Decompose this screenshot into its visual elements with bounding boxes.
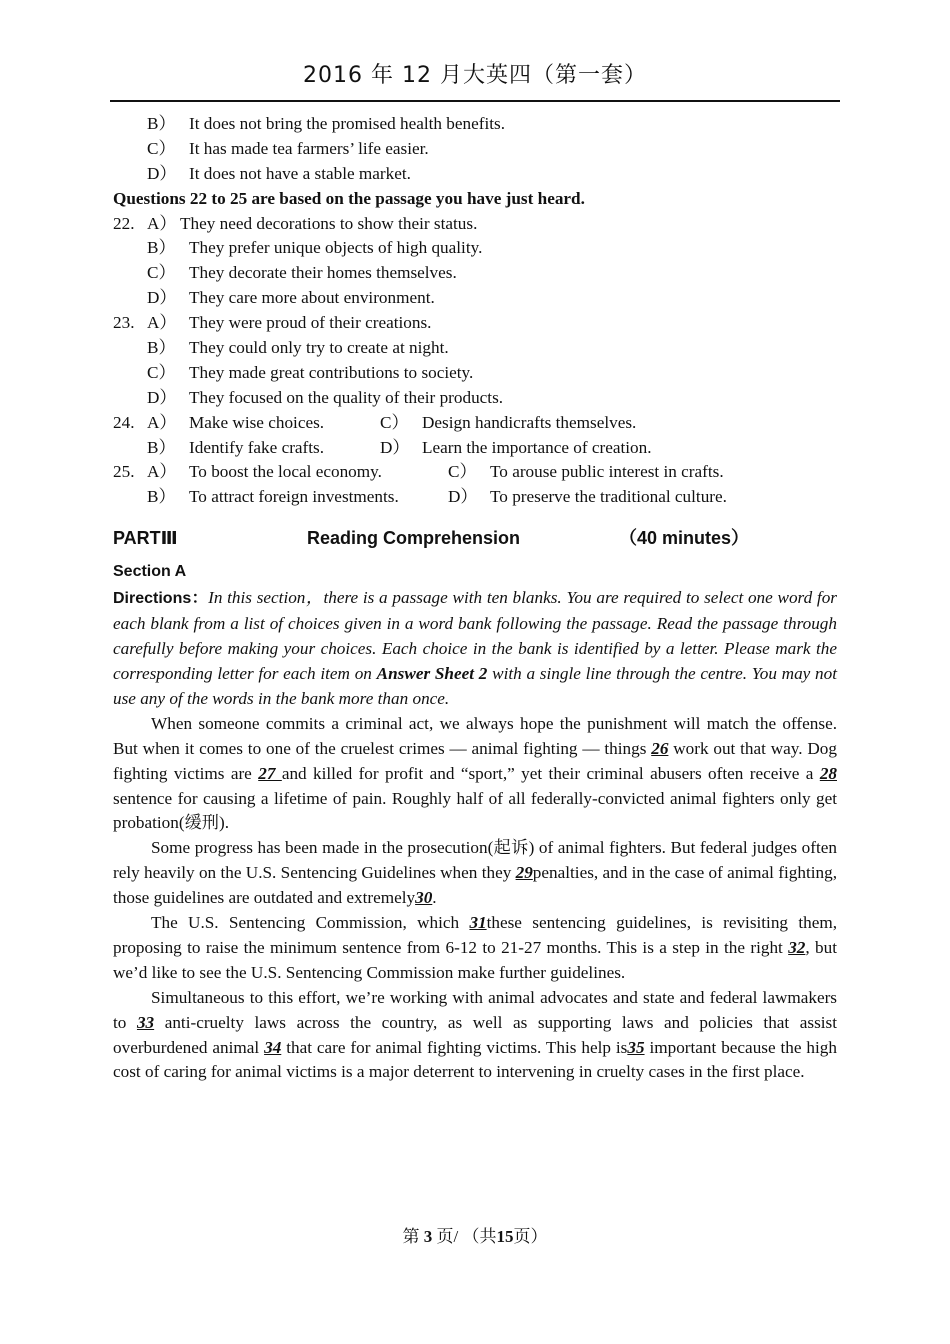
option-letter: A） bbox=[147, 313, 177, 333]
option-text: They focused on the quality of their products. bbox=[189, 387, 504, 407]
part-label: PARTⅢ bbox=[113, 528, 178, 549]
paragraph-3 bbox=[113, 911, 837, 986]
paragraph-text: anti-cruelty laws across the country, as well as supporting laws and policies that assist overburdened animal bbox=[113, 1012, 838, 1057]
part-title: Reading Comprehension bbox=[307, 528, 521, 549]
page-title: 2016 年 12 月大英四（第一套） bbox=[303, 63, 647, 88]
paragraph-text: The U.S. Sentencing Commission, which bbox=[151, 913, 470, 933]
option-letter: A） bbox=[147, 213, 177, 233]
blank-26: 26 bbox=[651, 738, 669, 758]
q24-row-2 bbox=[113, 436, 837, 461]
option-text: It does not bring the promised health benefits. bbox=[189, 114, 505, 133]
paragraph-text: sentence for causing a lifetime of pain. Roughly half of all federally-convicted animal fighters only get probation(缓刑). bbox=[113, 788, 837, 833]
q22-option-a bbox=[113, 212, 837, 237]
paragraph-text: . bbox=[432, 888, 437, 908]
blank-34: 34 bbox=[264, 1037, 282, 1057]
q21-option-c bbox=[113, 137, 837, 162]
paragraph-1 bbox=[113, 712, 837, 837]
option-letter: D） bbox=[380, 437, 410, 457]
option-text: They were proud of their creations. bbox=[189, 313, 432, 333]
question-number: 24. bbox=[113, 412, 135, 432]
paragraph-text: work out that way. Dog fighting victims are bbox=[113, 738, 837, 783]
blank-35: 35 bbox=[627, 1037, 645, 1057]
option-text: Identify fake crafts. bbox=[189, 437, 325, 457]
option-text: They decorate their homes themselves. bbox=[189, 263, 457, 283]
q23-option-b bbox=[113, 336, 837, 361]
page-footer bbox=[0, 1222, 950, 1247]
option-text: To boost the local economy. bbox=[189, 462, 382, 482]
blank-30: 30 bbox=[415, 888, 433, 908]
option-letter: C） bbox=[380, 412, 409, 432]
option-letter: C） bbox=[147, 362, 176, 382]
option-letter: B） bbox=[147, 437, 176, 457]
option-letter: B） bbox=[147, 114, 176, 133]
option-letter: D） bbox=[147, 288, 177, 308]
option-text: To arouse public interest in crafts. bbox=[490, 462, 724, 482]
option-text: They prefer unique objects of high quality. bbox=[189, 238, 483, 258]
option-letter: A） bbox=[147, 412, 177, 432]
q23-option-d bbox=[113, 386, 837, 411]
question-number: 23. bbox=[113, 313, 135, 333]
option-text: Learn the importance of creation. bbox=[422, 437, 652, 457]
footer-text: 第 bbox=[402, 1227, 424, 1246]
option-text: It does not have a stable market. bbox=[189, 163, 411, 183]
paragraph-text: these sentencing guidelines, is revisiting them, proposing to raise the minimum sentence from 6-12 to 21-27 months. This is a step in the right bbox=[113, 913, 837, 957]
q22-option-b bbox=[113, 236, 837, 261]
blank-27: 27 bbox=[258, 763, 282, 783]
option-letter: D） bbox=[147, 163, 177, 183]
option-letter: C） bbox=[147, 263, 176, 283]
answer-sheet-ref: Answer Sheet 2 bbox=[376, 663, 488, 683]
directions-text-1: In this section，there is a passage with ten blanks. You are required to select one word for each blank from a list of choices given in a word bank following the passage. Read the passage through carefully before making your choices. Each choice in the bank is identified by a letter. Please mark the corresponding letter for each item on bbox=[113, 588, 837, 683]
directions-text-2: with a single line through the centre. You may not use any of the words in the bank more than once. bbox=[113, 663, 837, 708]
paragraph-text: and killed for profit and “sport,” yet their criminal abusers often receive a bbox=[281, 763, 820, 783]
page-content bbox=[113, 112, 837, 1085]
page-total: 15 bbox=[496, 1227, 514, 1246]
option-letter: C） bbox=[448, 462, 477, 482]
option-letter: B） bbox=[147, 487, 176, 507]
option-text: It has made tea farmers’ life easier. bbox=[189, 138, 429, 158]
paragraph-text: that care for animal fighting victims. This help is bbox=[281, 1037, 628, 1057]
option-text: To attract foreign investments. bbox=[189, 487, 399, 507]
paragraph-2 bbox=[113, 836, 837, 911]
section-label: Section A bbox=[113, 563, 187, 581]
paragraph-text: Some progress has been made in the prosecution(起诉) of animal fighters. But federal judges often rely heavily on the U.S. Sentencing Guidelines when they bbox=[113, 838, 837, 883]
footer-text: 页） bbox=[513, 1227, 548, 1246]
question-number: 25. bbox=[113, 462, 135, 482]
q21-option-d bbox=[113, 162, 837, 187]
passage-heading: Questions 22 to 25 are based on the passage you have just heard. bbox=[113, 188, 585, 208]
option-text: They care more about environment. bbox=[189, 288, 435, 308]
q24-row-1 bbox=[113, 411, 837, 436]
q25-row-1 bbox=[113, 460, 837, 485]
blank-28: 28 bbox=[819, 763, 837, 783]
option-text: They made great contributions to society. bbox=[189, 362, 474, 382]
option-letter: A） bbox=[147, 462, 177, 482]
q22-option-d bbox=[113, 286, 837, 311]
q23-option-a bbox=[113, 311, 837, 336]
q21-option-b bbox=[113, 112, 837, 137]
header-divider bbox=[110, 100, 840, 102]
paragraph-text: , but we’d like to see the U.S. Sentencing Commission make further guidelines. bbox=[113, 937, 837, 982]
option-letter: D） bbox=[448, 487, 478, 507]
option-letter: B） bbox=[147, 238, 176, 258]
directions bbox=[113, 586, 837, 712]
option-text: They could only try to create at night. bbox=[189, 338, 449, 358]
option-letter: B） bbox=[147, 338, 176, 358]
blank-32: 32 bbox=[788, 937, 806, 957]
paragraph-text: important because the high cost of caring for animal victims is a major deterrent to intervening in cruelty cases in the first place. bbox=[113, 1037, 837, 1082]
blank-33: 33 bbox=[136, 1012, 155, 1032]
directions-label: Directions： bbox=[113, 590, 209, 608]
option-letter: D） bbox=[147, 387, 177, 407]
option-text: Make wise choices. bbox=[189, 412, 325, 432]
paragraph-text: Simultaneous to this effort, we’re working with animal advocates and state and federal lawmakers to bbox=[113, 987, 837, 1032]
option-text: They need decorations to show their status. bbox=[180, 213, 478, 233]
option-text: To preserve the traditional culture. bbox=[490, 487, 727, 507]
part-time: （40 minutes） bbox=[619, 528, 750, 549]
question-number: 22. bbox=[113, 213, 135, 233]
paragraph-text: When someone commits a criminal act, we always hope the punishment will match the offense. But when it comes to one of the cruelest crimes — animal fighting — things bbox=[113, 713, 837, 758]
page-number: 3 bbox=[423, 1227, 433, 1246]
blank-29: 29 bbox=[515, 863, 533, 883]
option-letter: C） bbox=[147, 138, 176, 158]
blank-31: 31 bbox=[469, 913, 487, 933]
q25-row-2 bbox=[113, 485, 837, 510]
footer-text: 页/ （共 bbox=[432, 1227, 497, 1246]
paragraph-text: penalties, and in the case of animal fighting, those guidelines are outdated and extremely bbox=[113, 863, 837, 908]
q22-option-c bbox=[113, 261, 837, 286]
option-text: Design handicrafts themselves. bbox=[422, 412, 637, 432]
part-heading bbox=[113, 518, 837, 558]
paragraph-4 bbox=[113, 986, 837, 1086]
q23-option-c bbox=[113, 361, 837, 386]
